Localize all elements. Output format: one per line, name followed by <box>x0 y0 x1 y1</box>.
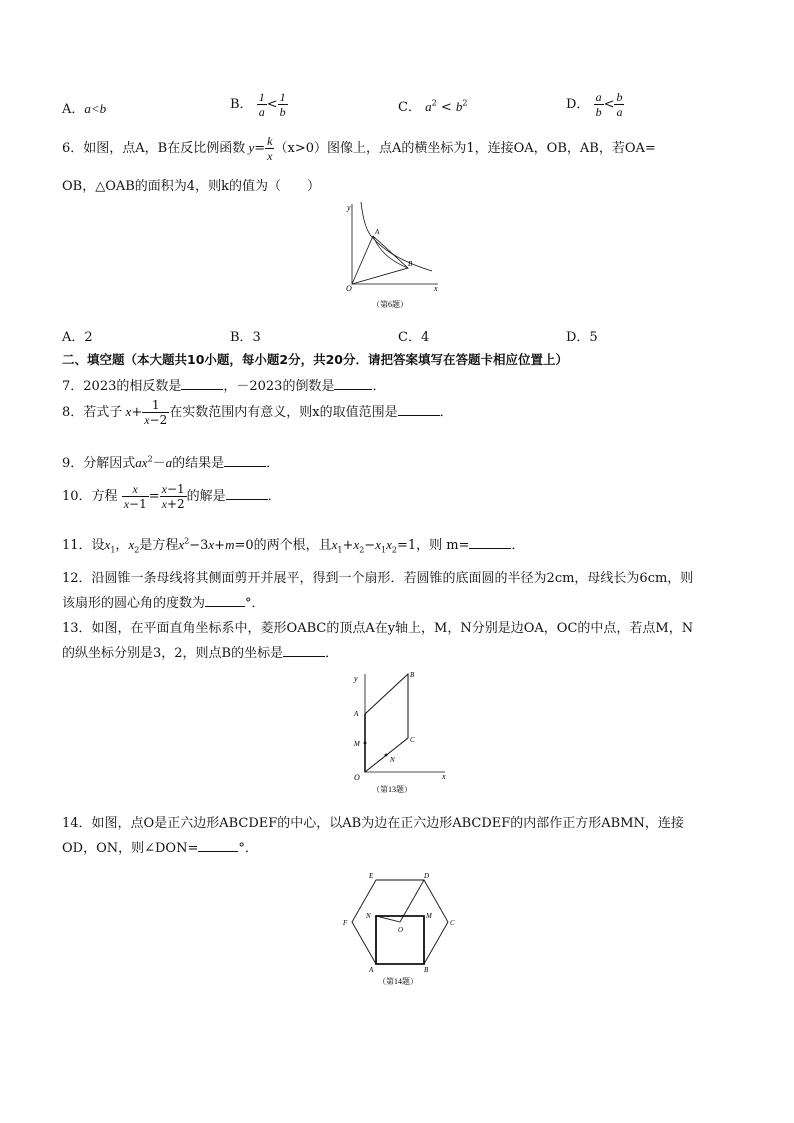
q5-option-d: D． $\frac{a}{b}$ < $\frac{b}{a}$ <box>566 90 623 119</box>
svg-text:O: O <box>398 926 404 934</box>
svg-text:C: C <box>450 919 455 927</box>
q13-figure <box>340 668 455 796</box>
segment-on <box>376 916 400 922</box>
q5-option-b: B． $\frac{1}{a}$ < $\frac{1}{b}$ <box>230 90 286 119</box>
q12-line2: 该扇形的圆心角的度数为 °． <box>62 596 265 611</box>
section-2-heading: 二、填空题（本大题共10小题，每小题2分，共20分．请把答案填写在答题卡相应位置上） <box>62 352 568 367</box>
point-n <box>385 754 388 757</box>
svg-text:x: x <box>442 772 446 781</box>
q6-option-c: C．4 <box>398 330 430 345</box>
q13-line2: 的纵坐标分别是3，2，则点B的坐标是 ． <box>62 646 339 661</box>
svg-text:O: O <box>354 773 360 782</box>
svg-text:（第14题）: （第14题） <box>378 977 418 986</box>
square-abmn <box>376 916 424 964</box>
svg-text:y: y <box>347 203 351 212</box>
svg-text:F: F <box>343 919 348 927</box>
rhombus-oabc <box>365 674 408 772</box>
q9: 9．分解因式$ax^2-a$的结果是 ． <box>62 454 280 471</box>
q14-line2: OD，ON，则∠DON= °． <box>62 841 258 856</box>
q13-line1: 13．如图，在平面直角坐标系中，菱形OABC的顶点A在y轴上，M，N分别是边OA，OC的中点，若点M，N <box>62 621 694 636</box>
svg-text:（第13题）: （第13题） <box>372 785 412 794</box>
svg-text:B: B <box>410 671 415 679</box>
q5-option-c: C． $a^2 < b^2$ <box>398 98 468 115</box>
svg-text:M: M <box>426 912 432 920</box>
hyperbola-curve <box>361 202 432 271</box>
svg-text:N: N <box>366 912 371 920</box>
svg-text:B: B <box>424 966 429 974</box>
svg-text:B: B <box>408 260 413 268</box>
svg-text:M: M <box>354 740 360 748</box>
svg-text:x: x <box>434 284 438 293</box>
q11: 11．设$x_1$，$x_2$是方程$x^2-3x+m=0$的两个根，且$x_1+x_2-x_1x_2=1$，则 m= ． <box>62 536 525 555</box>
q6-figure <box>340 198 445 313</box>
svg-text:A: A <box>369 966 374 974</box>
q14-figure <box>340 868 460 990</box>
q6-option-b: B．3 <box>230 330 261 345</box>
svg-text:E: E <box>369 872 374 880</box>
svg-text:D: D <box>424 872 430 880</box>
svg-text:C: C <box>410 736 415 744</box>
svg-text:A: A <box>354 710 359 718</box>
svg-text:N: N <box>390 756 395 764</box>
q5-option-a: A．a<b <box>62 101 107 117</box>
q10: 10．方程 $\frac{x}{x-1}$ = $\frac{x-1}{x+2}$ 的解是 ． <box>62 482 281 511</box>
q6-stem-line1: 6．如图，点A，B在反比例函数 y= $\frac{k}{x}$ （x>0）图像上，点A的横坐标为1，连接OA，OB，AB，若OA= <box>62 134 656 163</box>
svg-text:O: O <box>346 284 352 293</box>
svg-text:A: A <box>375 228 380 236</box>
svg-text:y: y <box>354 674 358 683</box>
svg-text:（第6题）: （第6题） <box>372 300 408 309</box>
q14-line1: 14．如图，点O是正六边形ABCDEF的中心，以AB为边在正六边形ABCDEF的内部作正方形ABMN，连接 <box>62 816 684 831</box>
q12-line1: 12．沿圆锥一条母线将其侧面剪开并展平，得到一个扇形．若圆锥的底面圆的半径为2cm，母线长为6cm，则 <box>62 571 694 586</box>
point-m <box>364 742 367 745</box>
triangle-oab <box>352 236 408 284</box>
q8: 8．若式子 x+ $\frac{1}{x-2}$ 在实数范围内有意义，则x的取值范围是 ． <box>62 398 453 427</box>
q7: 7．2023的相反数是 ，－2023的倒数是 ． <box>62 379 386 394</box>
q6-option-a: A．2 <box>62 330 93 345</box>
q6-stem-line2: OB，△OAB的面积为4，则k的值为（ ） <box>62 179 320 194</box>
q6-option-d: D．5 <box>566 330 598 345</box>
